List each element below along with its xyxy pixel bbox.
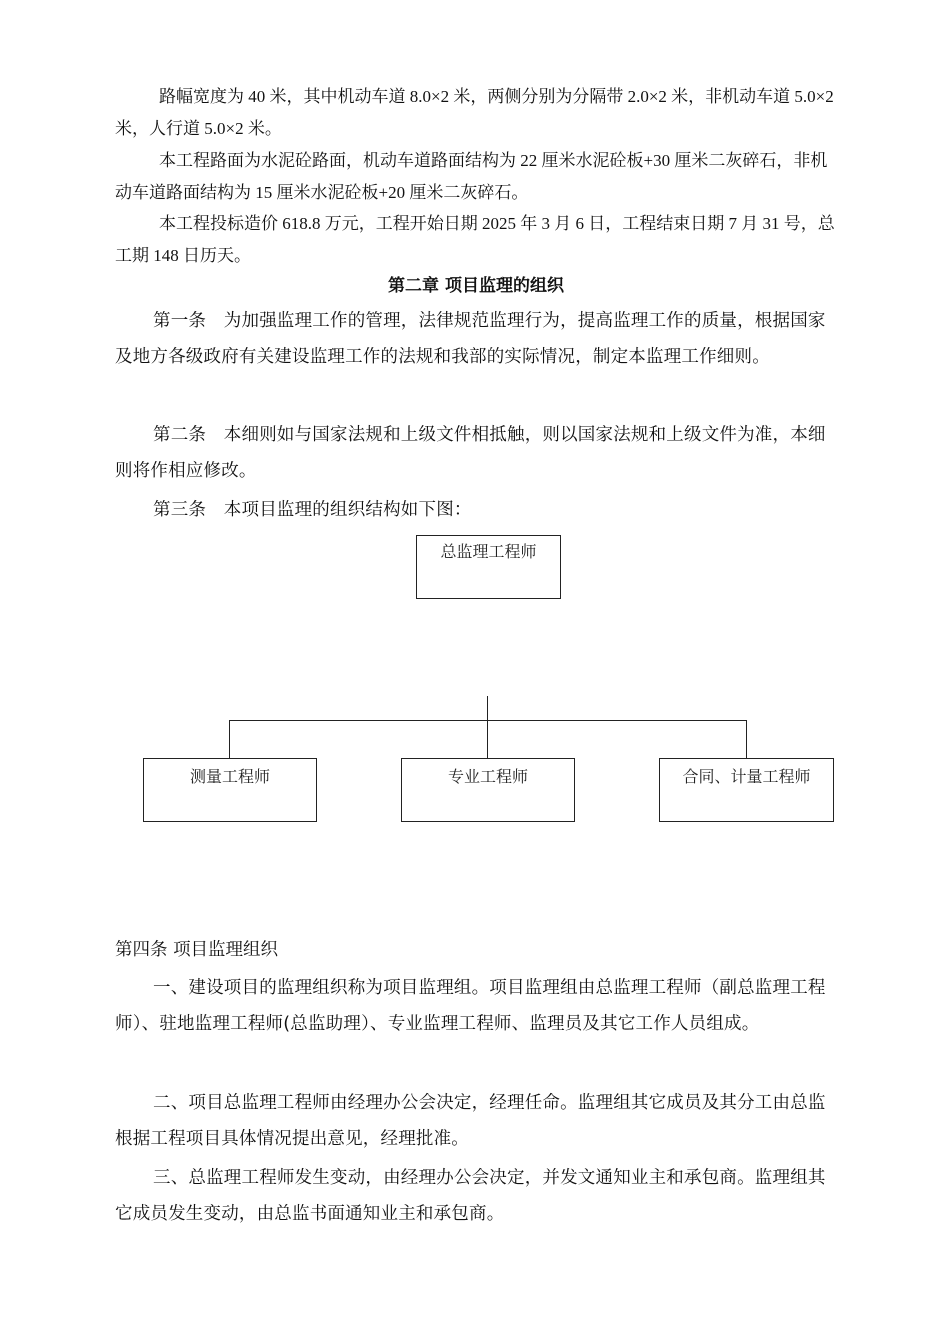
- paragraph-pavement-structure: 本工程路面为水泥砼路面，机动车道路面结构为 22 厘米水泥砼板+30 厘米二灰碎石，非机动车道路面结构为 15 厘米水泥砼板+20 厘米二灰碎石。: [115, 151, 828, 202]
- article-4-title: 第四条 项目监理组织: [115, 940, 279, 960]
- org-connector-vertical-main: [487, 696, 488, 758]
- article-1: 第一条 为加强监理工作的管理，法律规范监理行为，提高监理工作的质量，根据国家及地方各级政府有关建设监理工作的法规和我部的实际情况，制定本监理工作细则。: [115, 311, 826, 367]
- org-box-survey-engineer: 测量工程师: [143, 758, 317, 822]
- org-connector-horizontal: [229, 720, 747, 721]
- article-4-item-1: 一、建设项目的监理组织称为项目监理组。项目监理组由总监理工程师（副总监理工程师）、驻地监理工程师(总监助理）、专业监理工程师、监理员及其它工作人员组成。: [115, 978, 826, 1034]
- article-4-item-2: 二、项目总监理工程师由经理办公会决定，经理任命。监理组其它成员及其分工由总监根据工程项目具体情况提出意见，经理批准。: [115, 1093, 826, 1149]
- article-3: 第三条 本项目监理的组织结构如下图：: [153, 500, 472, 520]
- article-2: 第二条 本细则如与国家法规和上级文件相抵触，则以国家法规和上级文件为准，本细则将作相应修改。: [115, 425, 826, 481]
- org-box-specialist-engineer: 专业工程师: [401, 758, 575, 822]
- chapter-title: 第二章 项目监理的组织: [388, 276, 564, 296]
- article-4-item-3: 三、总监理工程师发生变动，由经理办公会决定，并发文通知业主和承包商。监理组其它成员发生变动，由总监书面通知业主和承包商。: [115, 1168, 826, 1224]
- paragraph-bid-schedule: 本工程投标造价 618.8 万元，工程开始日期 2025 年 3 月 6 日，工程结束日期 7 月 31 号，总工期 148 日历天。: [115, 214, 835, 265]
- org-connector-right: [746, 720, 747, 758]
- org-box-chief-supervisor: 总监理工程师: [416, 535, 561, 599]
- paragraph-road-width: 路幅宽度为 40 米，其中机动车道 8.0×2 米，两侧分别为分隔带 2.0×2 米，非机动车道 5.0×2 米，人行道 5.0×2 米。: [115, 87, 834, 138]
- org-box-contract-measurement-engineer: 合同、计量工程师: [659, 758, 834, 822]
- org-connector-left: [229, 720, 230, 758]
